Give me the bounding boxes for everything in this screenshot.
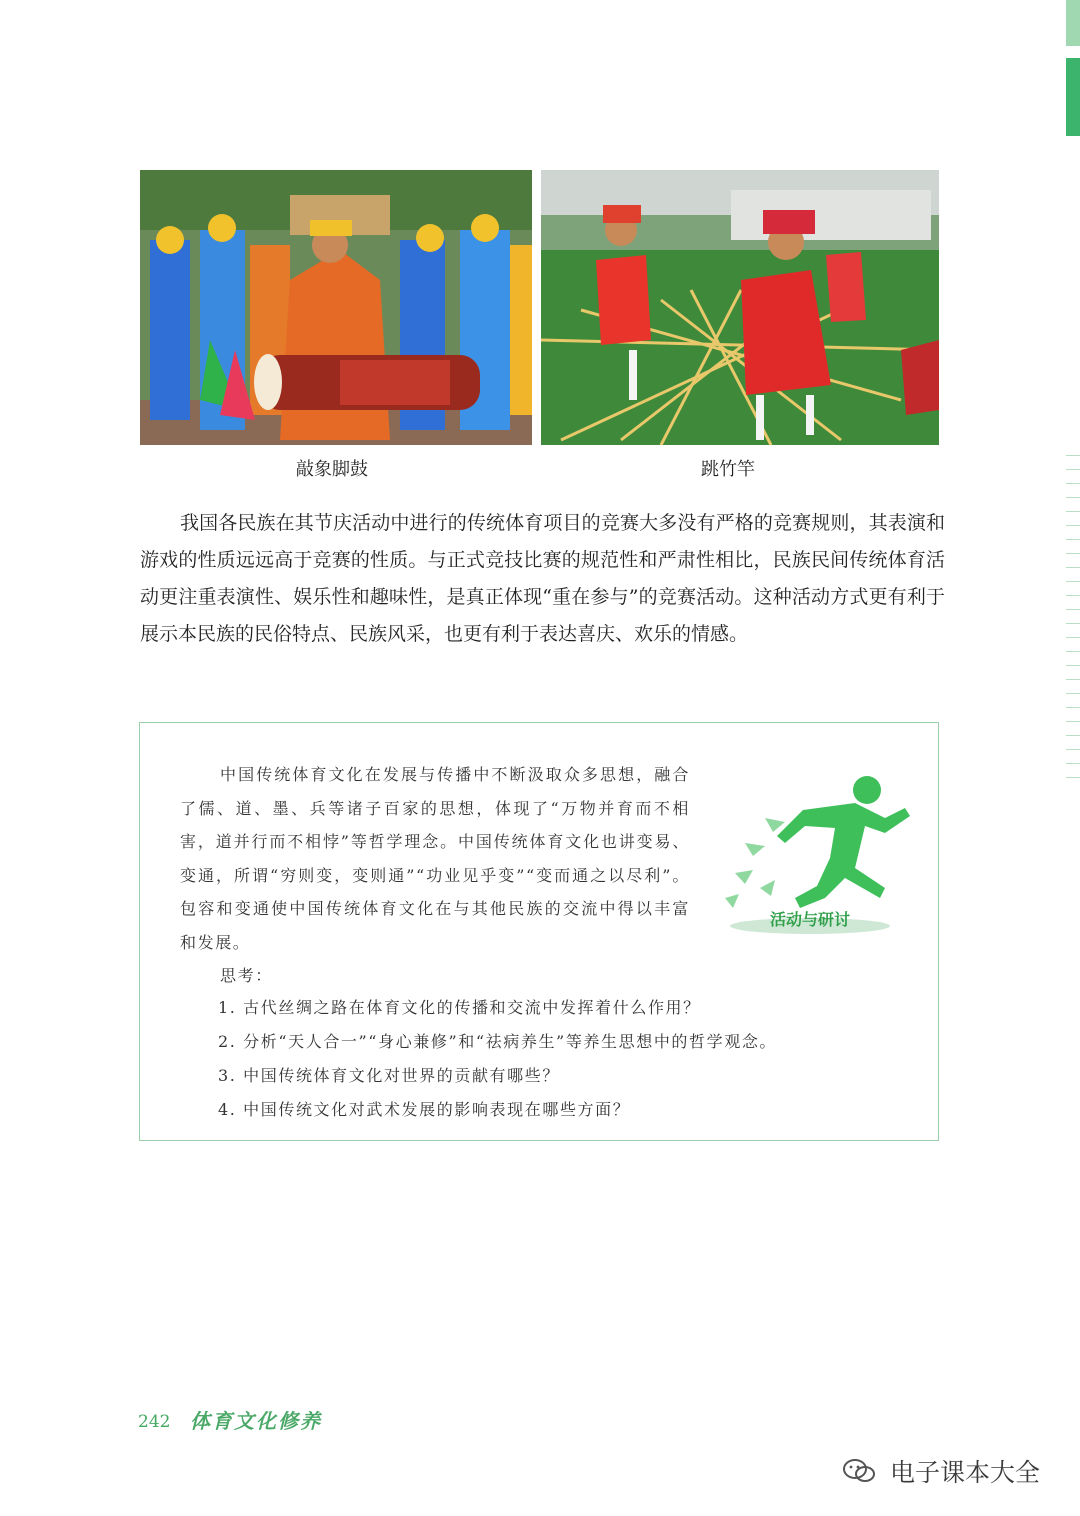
watermark: [842, 1453, 1040, 1489]
edge-tab-dark: [1066, 58, 1080, 136]
watermark-text: 电子课本大全: [889, 1458, 1040, 1487]
question-item: 3. 中国传统体育文化对世界的贡献有哪些？: [218, 1066, 560, 1085]
bamboo-dance-photo: [541, 170, 939, 445]
question-list: [218, 991, 777, 1127]
question-item: 4. 中国传统文化对武术发展的影响表现在哪些方面？: [218, 1100, 631, 1119]
edge-rule-lines: [1066, 455, 1080, 785]
question-item: 2. 分析“天人合一”“身心兼修”和“祛病养生”等养生思想中的哲学观念。: [218, 1032, 778, 1051]
bamboo-dance-caption: 跳竹竿: [701, 459, 755, 480]
body-paragraph: 我国各民族在其节庆活动中进行的传统体育项目的竞赛大多没有严格的竞赛规则，其表演和游戏的性质远远高于竞赛的性质。与正式竞技比赛的规范性和严肃性相比，民族民间传统体育活动更注重表演性、娱乐性和趣味性，是真正体现“重在参与”的竞赛活动。这种活动方式更有利于展示本民族的民俗特点、民族风采，也更有利于表达喜庆、欢乐的情感。: [140, 512, 945, 645]
drum-dance-caption: 敲象脚鼓: [296, 459, 368, 480]
activity-paragraph: 中国传统体育文化在发展与传播中不断汲取众多思想，融合了儒、道、墨、兵等诸子百家的思想，体现了“万物并育而不相害，道并行而不相悖”等哲学理念。中国传统体育文化也讲变易、变通，所谓“穷则变，变则通”“功业见乎变”“变而通之以尽利”。包容和变通使中国传统体育文化在与其他民族的交流中得以丰富和发展。: [180, 765, 690, 952]
activity-badge-label: 活动与研讨: [769, 910, 851, 929]
think-label: 思考：: [220, 966, 273, 985]
edge-tab-light: [1066, 0, 1080, 46]
book-title: 体育文化修养: [190, 1409, 322, 1433]
page-number: 242: [138, 1412, 171, 1432]
drum-dance-photo: [140, 170, 532, 445]
question-item: 1. 古代丝绸之路在体育文化的传播和交流中发挥着什么作用？: [218, 998, 701, 1017]
activity-discussion-box: [139, 722, 939, 1141]
wechat-icon: [842, 1458, 876, 1484]
runner-icon: [705, 748, 920, 948]
